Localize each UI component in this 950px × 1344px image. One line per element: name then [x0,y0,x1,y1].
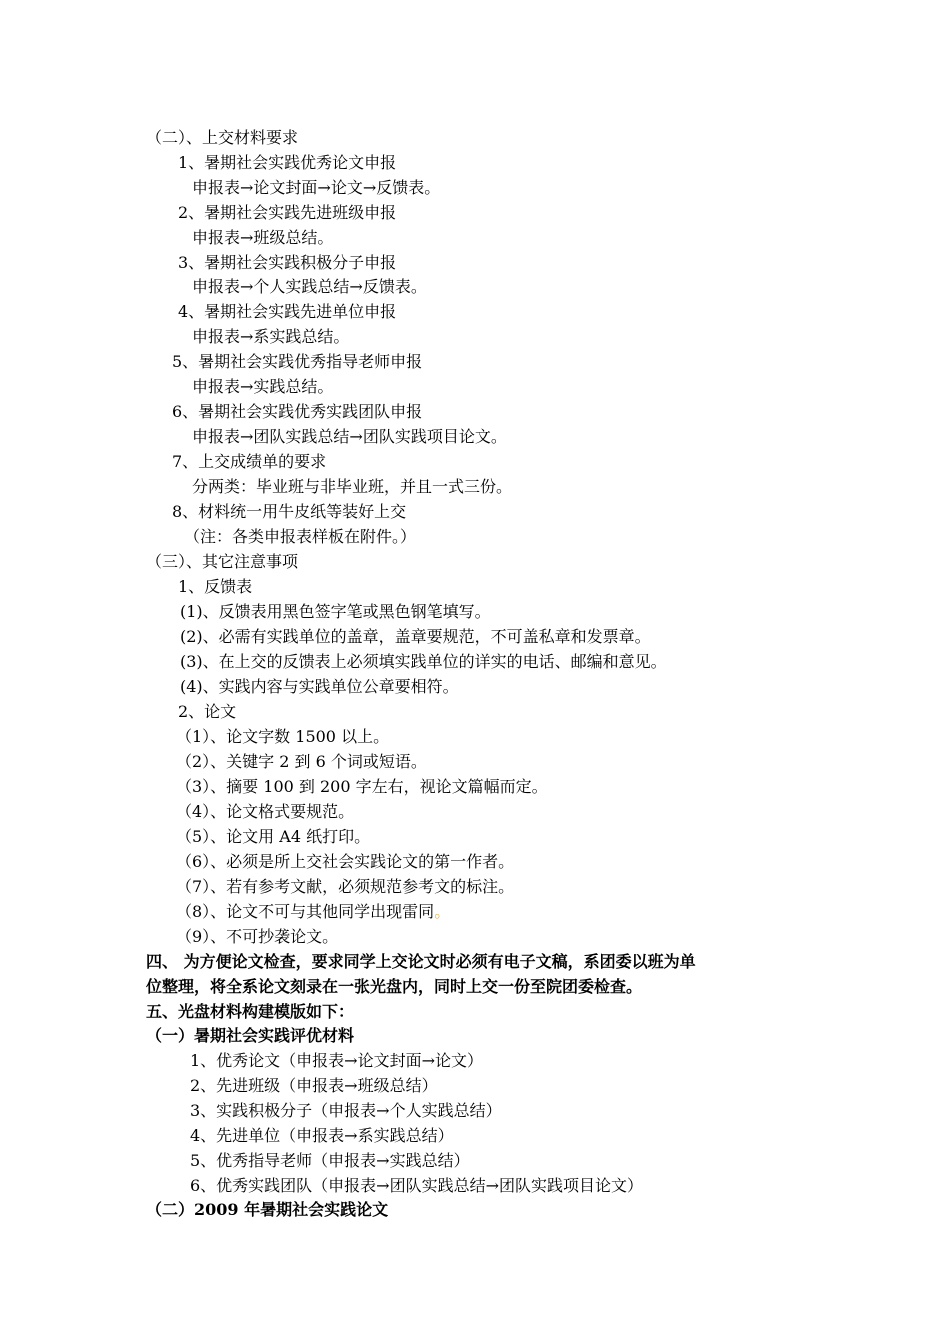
section-text-continuation: 位整理，将全系论文刻录在一张光盘内，同时上交一份至院团委检查。 [146,977,643,996]
list-item: 8、材料统一用牛皮纸等装好上交 [172,502,407,521]
list-item-detail: （4）、论文格式要规范。 [176,802,355,821]
section-heading-submission-requirements: （二）、上交材料要求 [146,128,299,147]
list-item-detail: （1）、论文字数 1500 以上。 [176,727,390,746]
list-item: 3、暑期社会实践积极分子申报 [178,253,397,272]
subsection-heading-2009-papers: （二）2009 年暑期社会实践论文 [146,1200,389,1219]
list-item-detail: （2）、关键字 2 到 6 个词或短语。 [176,752,427,771]
note-text: （注：各类申报表样板在附件。） [184,527,417,546]
list-item-detail: 申报表→系实践总结。 [192,327,350,346]
list-item-detail: （3）、摘要 100 到 200 字左右，视论文篇幅而定。 [176,777,548,796]
list-item-detail: 申报表→个人实践总结→反馈表。 [192,277,427,296]
list-item-detail: (2)、必需有实践单位的盖章，盖章要规范，不可盖私章和发票章。 [180,627,651,646]
list-item: 4、暑期社会实践先进单位申报 [178,302,397,321]
list-item-text: （8）、论文不可与其他同学出现雷同 [176,902,435,921]
section-heading-five: 五、光盘材料构建模版如下： [146,1002,355,1021]
list-item: 3、实践积极分子（申报表→个人实践总结） [190,1101,502,1120]
list-item-detail [176,900,450,924]
list-item-detail: 申报表→实践总结。 [192,377,334,396]
list-item: 2、暑期社会实践先进班级申报 [178,203,397,222]
list-item: 1、暑期社会实践优秀论文申报 [178,153,397,172]
subsection-heading-evaluation-materials: （一）暑期社会实践评优材料 [146,1026,355,1045]
section-heading-four: 四、 为方便论文检查，要求同学上交论文时必须有电子文稿，系团委以班为单 [146,952,696,971]
list-item-detail: （6）、必须是所上交社会实践论文的第一作者。 [176,852,515,871]
list-item: 7、上交成绩单的要求 [172,452,327,471]
list-item: 1、优秀论文（申报表→论文封面→论文） [190,1051,483,1070]
list-item-detail: (3)、在上交的反馈表上必须填实践单位的详实的电话、邮编和意见。 [180,652,667,671]
list-item: 5、优秀指导老师（申报表→实践总结） [190,1151,470,1170]
list-item: 1、反馈表 [178,577,253,596]
list-item-detail: 分两类：毕业班与非毕业班，并且一式三份。 [192,477,513,496]
list-item: 6、暑期社会实践优秀实践团队申报 [172,402,423,421]
list-item-detail: （9）、不可抄袭论文。 [176,927,339,946]
list-item-detail: 申报表→团队实践总结→团队实践项目论文。 [192,427,507,446]
section-heading-other-notes: （三）、其它注意事项 [146,552,299,571]
list-item-detail: （7）、若有参考文献，必须规范参考文的标注。 [176,877,515,896]
list-item: 4、先进单位（申报表→系实践总结） [190,1126,454,1145]
list-item-detail: 申报表→班级总结。 [192,228,334,247]
list-item: 2、先进班级（申报表→班级总结） [190,1076,438,1095]
list-item: 5、暑期社会实践优秀指导老师申报 [172,352,423,371]
list-item: 6、优秀实践团队（申报表→团队实践总结→团队实践项目论文） [190,1176,643,1195]
trailing-period-mark: 。 [434,902,451,921]
list-item: 2、论文 [178,702,237,721]
list-item-detail: 申报表→论文封面→论文→反馈表。 [192,178,441,197]
list-item-detail: (1)、反馈表用黑色签字笔或黑色钢笔填写。 [180,602,491,621]
list-item-detail: （5）、论文用 A4 纸打印。 [176,827,371,846]
list-item-detail: (4)、实践内容与实践单位公章要相符。 [180,677,459,696]
